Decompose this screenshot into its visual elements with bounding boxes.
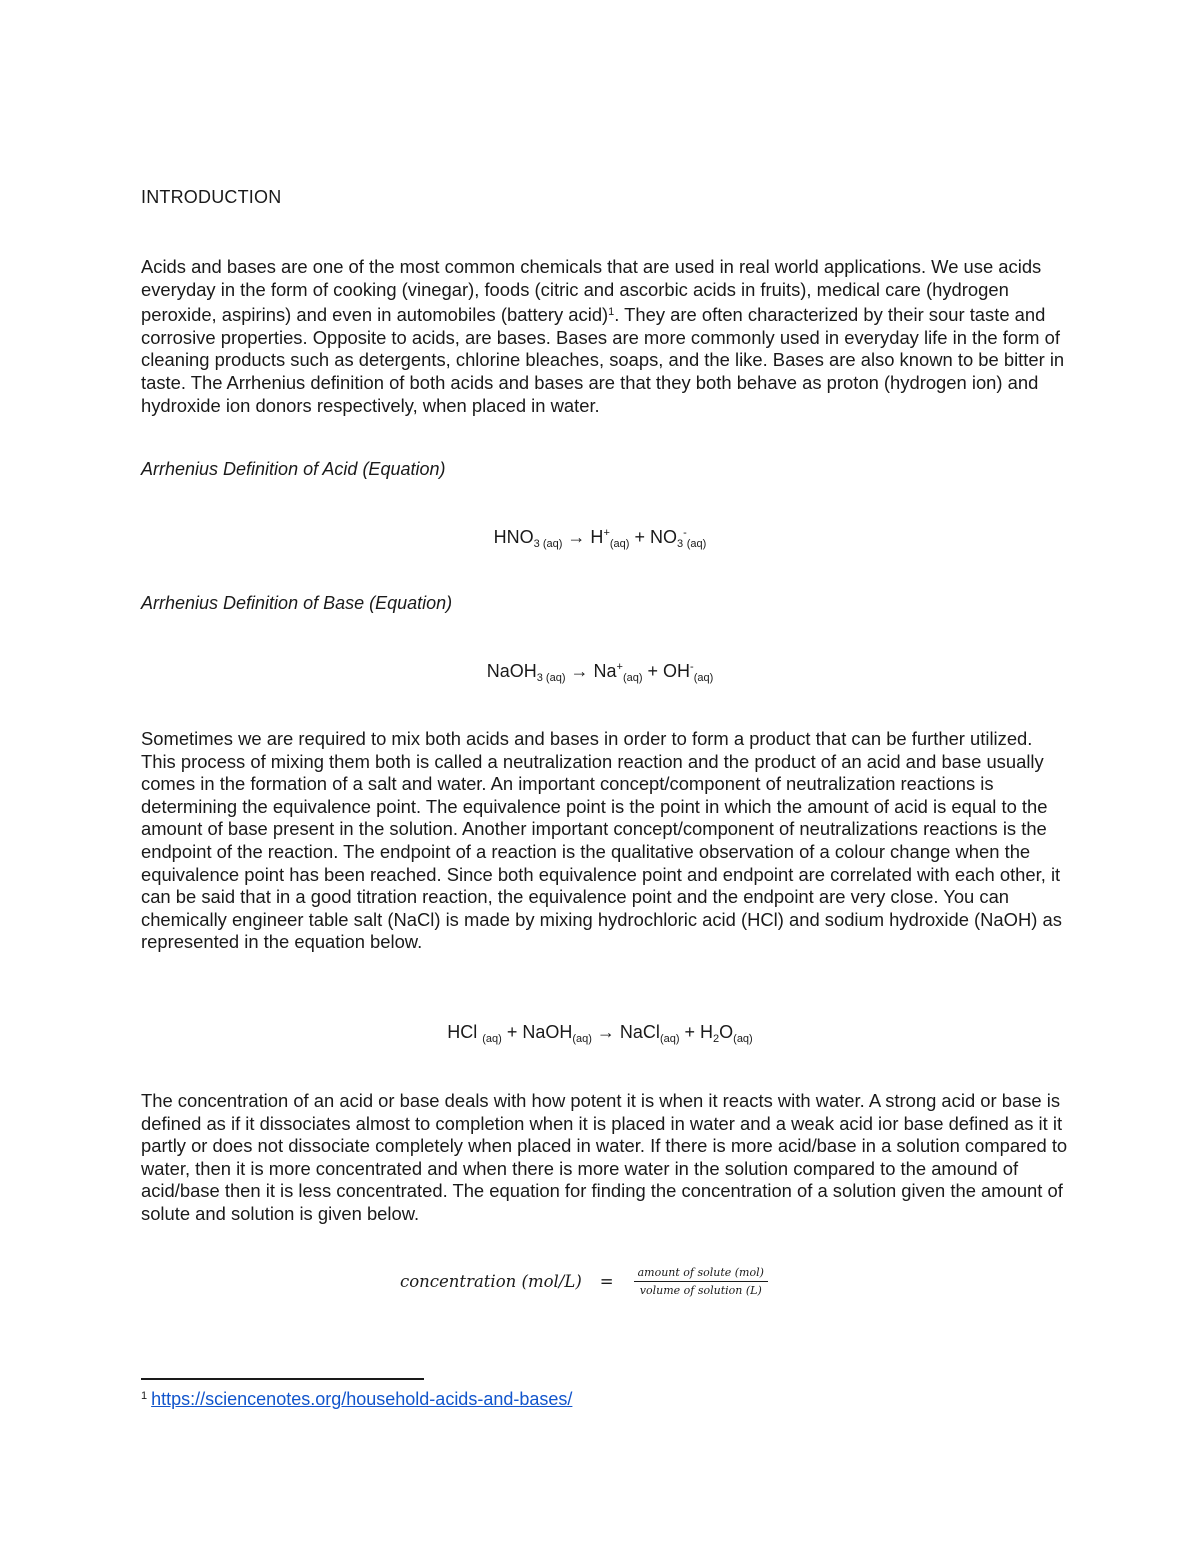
formula-equals: = <box>599 1272 614 1291</box>
base-equation <box>0 661 1200 684</box>
salt-eq-term: O <box>719 1022 734 1042</box>
acid-eq-sub: (aq) <box>609 538 630 550</box>
base-eq-term: NaOH <box>486 661 537 681</box>
acid-eq-term: + NO <box>629 527 677 547</box>
neutralization-paragraph: Sometimes we are required to mix both acids and bases in order to form a product that can be further utilized. This process of mixing them both is called a neutralization reaction and the product of an acid and base usually comes in the formation of a salt and water. An important concept/component of neutralization reactions is determining the equivalence point. The equivalence point is the point in which the amount of acid is equal to the amount of base present in the solution. Another important concept/component of neutralizations reactions is the endpoint of the reaction. The endpoint of a reaction is the qualitative observation of a colour change when the equivalence point has been reached. Since both equivalence point and endpoint are correlated with each other, it can be said that in a good titration reaction, the equivalence point and the endpoint are very close. You can chemically engineer table salt (NaCl) is made by mixing hydrochloric acid (HCl) and sodium hydroxide (NaOH) as represented in the equation below. <box>141 728 1062 953</box>
intro-text-part1: Acids and bases are one of the most common chemicals that are used in real world applications. We use acids everyday in the form of cooking (vinegar), foods (citric and ascorbic acids in fruits), medical care (hydrogen peroxide, aspirins) and even in automobiles (battery acid) <box>141 256 1042 326</box>
intro-text-part2: . They are often characterized by their sour taste and corrosive properties. Opposite to acids, are bases. Bases are more commonly used in everyday life in the form of cleaning products such as detergents, chlorine bleaches, soaps, and the like. Bases are also known to be bitter in taste. The Arrhenius definition of both acids and bases are that they both behave as proton (hydrogen ion) and hydroxide ion donors respectively, when placed in water. <box>141 304 1065 416</box>
salt-eq-sub: (aq) <box>572 1033 592 1045</box>
acid-eq-term: → H <box>562 527 604 547</box>
salt-eq-term: + NaOH <box>501 1022 573 1042</box>
salt-eq-term: + H <box>679 1022 714 1042</box>
footnote <box>141 1389 572 1410</box>
base-eq-sub: (aq) <box>693 672 714 684</box>
salt-eq-term: → NaCl <box>591 1022 660 1042</box>
salt-eq-sub: 2 <box>713 1033 720 1045</box>
base-eq-sup: + <box>616 661 623 673</box>
base-eq-sup: - <box>690 661 694 673</box>
concentration-paragraph: The concentration of an acid or base deals with how potent it is when it reacts with water. A strong acid or base is defined as if it dissociates almost to completion when it is placed in water and a weak acid ior base defined as it it partly or does not dissociate completely when placed in water. If there is more acid/base in a solution compared to water, then it is more concentrated and when there is more water in the solution compared to the amound of acid/base then it is less concentrated. The equation for finding the concentration of a solution given the amount of solute and solution is given below. <box>141 1090 1068 1224</box>
footnote-link[interactable]: https://sciencenotes.org/household-acids-and-bases/ <box>151 1389 573 1409</box>
intro-paragraph <box>141 256 1071 417</box>
formula-denominator: volume of solution (L) <box>639 1284 762 1297</box>
formula-fraction <box>634 1266 768 1297</box>
base-eq-term: → Na <box>565 661 617 681</box>
acid-equation <box>0 527 1200 550</box>
acid-eq-sub: 3 (aq) <box>533 538 563 550</box>
footnote-separator <box>141 1378 424 1380</box>
footnote-reference[interactable]: 1 <box>608 306 615 319</box>
concentration-formula <box>400 1266 768 1297</box>
acid-eq-term: HNO <box>493 527 534 547</box>
base-eq-sub: (aq) <box>622 672 643 684</box>
formula-numerator: amount of solute (mol) <box>634 1266 768 1282</box>
salt-eq-sub: (aq) <box>733 1033 753 1045</box>
base-definition-label: Arrhenius Definition of Base (Equation) <box>141 593 453 613</box>
salt-equation <box>0 1022 1200 1045</box>
acid-eq-sub: 3 <box>676 538 684 550</box>
footnote-number: 1 <box>141 1390 148 1402</box>
acid-definition-label: Arrhenius Definition of Acid (Equation) <box>141 459 446 479</box>
acid-eq-sup: + <box>603 527 610 539</box>
base-eq-term: + OH <box>642 661 691 681</box>
base-eq-sub: 3 (aq) <box>536 672 566 684</box>
acid-eq-sub: (aq) <box>686 538 707 550</box>
salt-eq-term: HCl <box>447 1022 483 1042</box>
salt-eq-sub: (aq) <box>659 1033 680 1045</box>
formula-lhs: concentration (mol/L) <box>400 1272 582 1291</box>
section-heading: INTRODUCTION <box>141 187 282 207</box>
acid-eq-sup: - <box>683 527 687 539</box>
salt-eq-sub: (aq) <box>482 1033 502 1045</box>
